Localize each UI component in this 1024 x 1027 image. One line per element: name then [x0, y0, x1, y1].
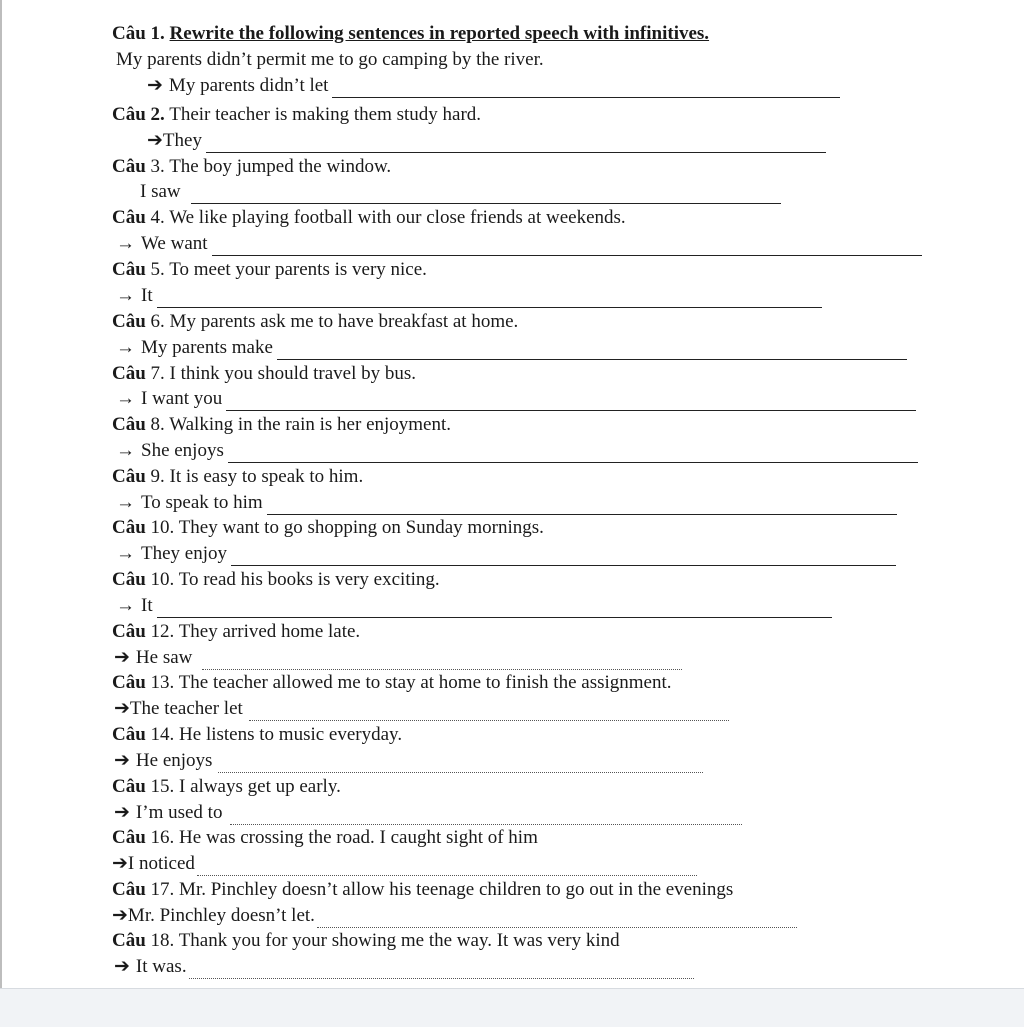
q9-sentence	[112, 465, 363, 489]
q17-sentence	[112, 878, 733, 902]
q5-sentence	[112, 258, 427, 282]
q1-answer-line	[147, 74, 840, 98]
arrow-icon: →	[116, 440, 135, 461]
answer-blank[interactable]	[231, 547, 896, 566]
question-label: Câu	[112, 672, 146, 693]
question-text: 9. It is easy to speak to him.	[150, 466, 364, 487]
q14-sentence	[112, 723, 402, 747]
exercise-heading	[112, 22, 709, 46]
question-text: 7. I think you should travel by bus.	[150, 363, 416, 384]
q3-answer-line	[140, 180, 781, 204]
q11-sentence	[112, 568, 440, 592]
answer-prompt: It	[141, 285, 153, 306]
q14-answer-line	[114, 749, 703, 773]
answer-blank[interactable]	[191, 185, 781, 204]
answer-prompt: The teacher let	[129, 698, 243, 719]
arrow-icon: →	[116, 595, 135, 616]
answer-prompt: They enjoy	[141, 543, 228, 564]
answer-prompt: He saw	[135, 647, 193, 668]
q9-answer-line	[116, 491, 897, 515]
answer-blank[interactable]	[226, 392, 916, 411]
answer-prompt: Mr. Pinchley doesn’t let.	[127, 905, 315, 926]
q17-answer-line	[112, 904, 797, 928]
q16-answer-line	[112, 852, 697, 876]
q1-sentence: My parents didn’t permit me to go camping by the river.	[116, 49, 544, 70]
q3-sentence	[112, 155, 391, 179]
question-label: Câu	[112, 207, 146, 228]
answer-blank[interactable]	[317, 909, 797, 928]
answer-blank[interactable]	[277, 341, 907, 360]
viewer-bottom-bar	[0, 988, 1024, 1027]
q6-sentence	[112, 310, 518, 334]
question-label: Câu	[112, 259, 146, 280]
question-label: Câu	[112, 621, 146, 642]
q4-answer-line	[116, 232, 922, 256]
q16-sentence	[112, 826, 538, 850]
q4-sentence	[112, 206, 626, 230]
arrow-icon: →	[116, 543, 135, 564]
question-label: Câu	[112, 466, 146, 487]
question-label: Câu	[112, 776, 146, 797]
q8-sentence	[112, 413, 451, 437]
q13-answer-line	[114, 697, 729, 721]
question-label: Câu	[112, 724, 146, 745]
q6-answer-line	[116, 336, 907, 360]
q15-answer-line	[114, 801, 742, 825]
question-text: 16. He was crossing the road. I caught sight of him	[150, 827, 538, 848]
question-text: 12. They arrived home late.	[150, 621, 361, 642]
answer-prompt: My parents make	[141, 337, 273, 358]
question-label: Câu	[112, 517, 146, 538]
q18-sentence	[112, 929, 620, 953]
q12-answer-line	[114, 646, 682, 670]
question-text: 10. To read his books is very exciting.	[150, 569, 440, 590]
question-text: 14. He listens to music everyday.	[150, 724, 403, 745]
q7-sentence	[112, 362, 416, 386]
answer-prompt: She enjoys	[141, 440, 224, 461]
q15-sentence	[112, 775, 341, 799]
question-text: 4. We like playing football with our close friends at weekends.	[150, 207, 626, 228]
q13-sentence	[112, 671, 672, 695]
arrow-icon: ➔	[114, 802, 130, 823]
question-label: Câu	[112, 363, 146, 384]
arrow-icon: →	[116, 285, 135, 306]
arrow-icon: →	[116, 388, 135, 409]
arrow-icon: ➔	[112, 905, 128, 926]
answer-blank[interactable]	[157, 289, 822, 308]
question-label: Câu	[112, 311, 146, 332]
answer-prompt: I saw	[140, 181, 181, 202]
answer-prompt: We want	[141, 233, 208, 254]
question-text: 18. Thank you for your showing me the way. It was very kind	[150, 930, 620, 951]
q2-answer-line	[147, 129, 826, 153]
arrow-icon: ➔	[114, 750, 130, 771]
question-label: Câu	[112, 569, 146, 590]
answer-blank[interactable]	[206, 134, 826, 153]
question-text: 13. The teacher allowed me to stay at home to finish the assignment.	[150, 672, 672, 693]
answer-blank[interactable]	[332, 79, 840, 98]
question-text: 5. To meet your parents is very nice.	[150, 259, 427, 280]
question-label: Câu	[112, 414, 146, 435]
answer-prompt: To speak to him	[141, 492, 263, 513]
q11-answer-line	[116, 594, 832, 618]
question-text: 10. They want to go shopping on Sunday mornings.	[150, 517, 544, 538]
arrow-icon: ➔	[114, 698, 130, 719]
q10-answer-line	[116, 542, 896, 566]
question-label: Câu 2.	[112, 104, 165, 125]
arrow-icon: ➔	[147, 75, 163, 96]
answer-prompt: It	[141, 595, 153, 616]
answer-prompt: They	[162, 130, 202, 151]
question-text: 3. The boy jumped the window.	[150, 156, 392, 177]
exercise-instruction: Rewrite the following sentences in reported speech with infinitives.	[169, 23, 710, 44]
q5-answer-line	[116, 284, 822, 308]
q18-answer-line	[114, 955, 694, 979]
answer-prompt: I’m used to	[135, 802, 223, 823]
q7-answer-line	[116, 387, 916, 411]
answer-prompt: I want you	[141, 388, 223, 409]
question-label: Câu	[112, 930, 146, 951]
answer-blank[interactable]	[202, 651, 682, 670]
arrow-icon: ➔	[114, 956, 130, 977]
q8-answer-line	[116, 439, 918, 463]
question-text: 8. Walking in the rain is her enjoyment.	[150, 414, 452, 435]
arrow-icon: →	[116, 337, 135, 358]
q12-sentence	[112, 620, 360, 644]
answer-blank[interactable]	[218, 754, 703, 773]
question-text: 6. My parents ask me to have breakfast at home.	[150, 311, 519, 332]
answer-blank[interactable]	[197, 857, 697, 876]
answer-prompt: He enjoys	[135, 750, 213, 771]
arrow-icon: ➔	[147, 130, 163, 151]
answer-blank[interactable]	[212, 237, 922, 256]
answer-prompt: My parents didn’t let	[168, 75, 329, 96]
q2-sentence	[112, 103, 481, 127]
answer-blank[interactable]	[228, 444, 918, 463]
answer-blank[interactable]	[157, 599, 832, 618]
arrow-icon: ➔	[114, 647, 130, 668]
question-text: 17. Mr. Pinchley doesn’t allow his teenage children to go out in the evenings	[150, 879, 734, 900]
arrow-icon: ➔	[112, 853, 128, 874]
answer-blank[interactable]	[189, 960, 694, 979]
question-label: Câu	[112, 879, 146, 900]
question-label: Câu 1.	[112, 23, 165, 44]
question-text: 15. I always get up early.	[150, 776, 341, 797]
answer-prompt: I noticed	[127, 853, 195, 874]
arrow-icon: →	[116, 233, 135, 254]
q10-sentence	[112, 516, 544, 540]
question-label: Câu	[112, 156, 146, 177]
answer-blank[interactable]	[267, 496, 897, 515]
question-label: Câu	[112, 827, 146, 848]
answer-prompt: It was.	[135, 956, 187, 977]
arrow-icon: →	[116, 492, 135, 513]
question-text: Their teacher is making them study hard.	[169, 104, 482, 125]
answer-blank[interactable]	[249, 702, 729, 721]
answer-blank[interactable]	[230, 806, 742, 825]
